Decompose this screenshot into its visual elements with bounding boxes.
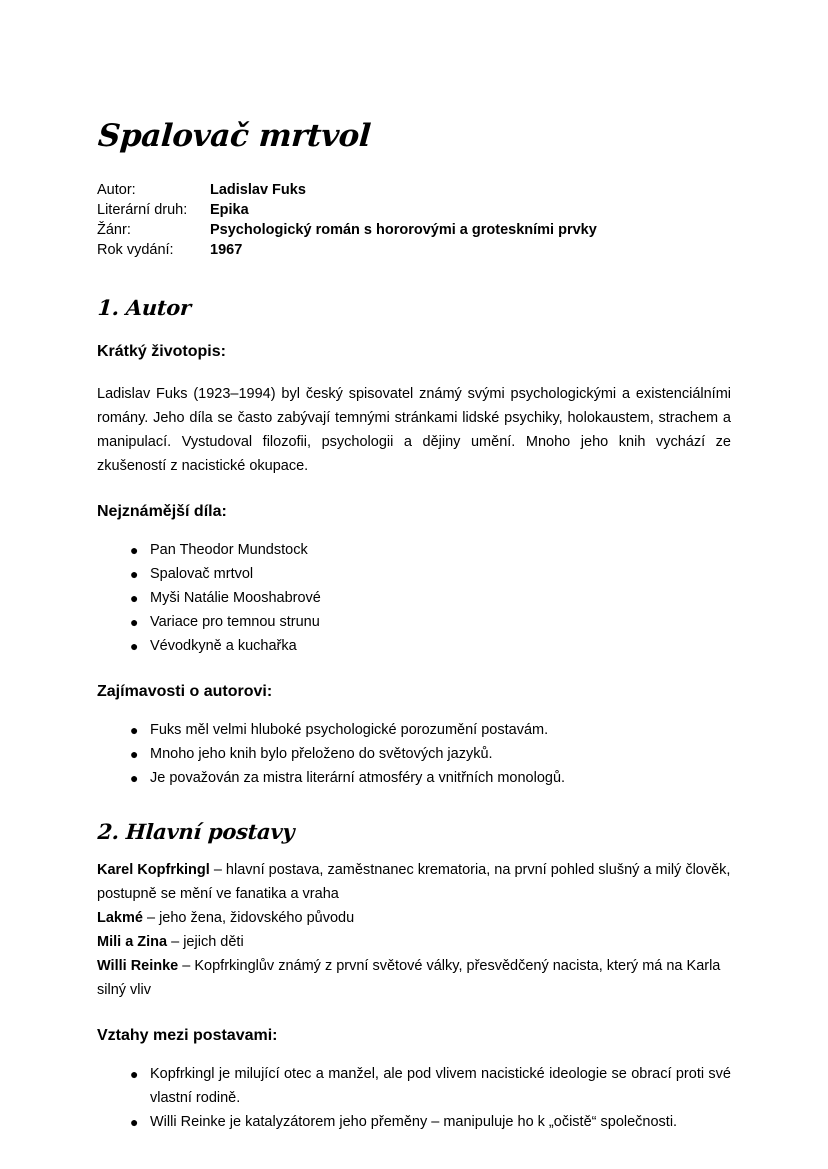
- character-entry: [97, 858, 731, 906]
- list-item-label: Kopfrkingl je milující otec a manžel, ale pod vlivem nacistické ideologie se obrací proti své vlastní rodině.: [150, 1066, 731, 1106]
- list-item: [97, 562, 731, 586]
- characters-list: [97, 842, 731, 1002]
- works-list: [97, 522, 731, 658]
- subheading-works: Nejznámější díla:: [97, 503, 227, 520]
- list-item: [97, 1062, 731, 1110]
- trivia-list: [97, 702, 731, 790]
- metadata-row-year: [97, 240, 731, 260]
- list-item-label: Fuks měl velmi hluboké psychologické porozumění postavám.: [150, 722, 549, 738]
- metadata-label: Autor:: [97, 182, 136, 198]
- metadata-label: Žánr:: [97, 222, 131, 238]
- list-item-label: Je považován za mistra literární atmosféry a vnitřních monologů.: [150, 770, 566, 786]
- list-item: [97, 610, 731, 634]
- character-description: – jeho žena, židovského původu: [142, 910, 355, 926]
- relations-list: [97, 1046, 731, 1134]
- biography-paragraph: Ladislav Fuks (1923–1994) byl český spisovatel známý svými psychologickými a existenciálními romány. Jeho díla se často zabývají temnými stránkami lidské psychiky, holokaustem, strachem a manipulací. Vystudoval filozofii, psychologii a dějiny umění. Mnoho jeho knih vychází ze zkušeností z nacistické okupace.: [97, 386, 731, 474]
- metadata-value: Ladislav Fuks: [210, 182, 306, 198]
- list-item-label: Variace pro temnou strunu: [150, 614, 320, 630]
- bullet-icon: ●: [130, 722, 139, 738]
- list-item: [97, 766, 731, 790]
- book-metadata-table: [97, 180, 731, 260]
- character-name: Lakmé: [97, 910, 143, 926]
- metadata-row-author: [97, 180, 731, 200]
- list-item: [97, 718, 731, 742]
- list-item: [97, 634, 731, 658]
- bullet-icon: ●: [130, 542, 139, 558]
- bullet-icon: ●: [130, 566, 139, 582]
- character-description: – jejich děti: [167, 934, 244, 950]
- character-entry: [97, 954, 731, 1002]
- bullet-icon: ●: [130, 1066, 139, 1082]
- metadata-label: Literární druh:: [97, 202, 188, 218]
- metadata-row-literary-type: [97, 200, 731, 220]
- metadata-value: 1967: [210, 242, 243, 258]
- metadata-label: Rok vydání:: [97, 242, 174, 258]
- list-item-label: Spalovač mrtvol: [150, 566, 254, 582]
- section-heading-autor: 1. Autor: [96, 295, 192, 320]
- bullet-icon: ●: [130, 746, 139, 762]
- metadata-value: Psychologický román s hororovými a groteskními prvky: [210, 222, 597, 238]
- character-description: – Kopfrkinglův známý z první světové války, přesvědčený nacista, který má na Karla silný vliv: [97, 958, 721, 998]
- subheading-trivia: Zajímavosti o autorovi:: [97, 683, 273, 700]
- metadata-row-genre: [97, 220, 731, 240]
- character-name: Mili a Zina: [97, 934, 168, 950]
- document-content: [97, 0, 731, 1134]
- character-name: Willi Reinke: [97, 958, 179, 974]
- character-entry: [97, 930, 731, 954]
- list-item: [97, 742, 731, 766]
- list-item: [97, 1110, 731, 1134]
- bullet-icon: ●: [130, 638, 139, 654]
- subheading-biography: Krátký životopis:: [97, 343, 226, 360]
- bullet-icon: ●: [130, 590, 139, 606]
- list-item-label: Myši Natálie Mooshabrové: [150, 590, 321, 606]
- bullet-icon: ●: [130, 1114, 139, 1130]
- character-description: – hlavní postava, zaměstnanec krematoria, na první pohled slušný a milý člověk, postupně se mění ve fanatika a vraha: [97, 862, 731, 902]
- list-item-label: Vévodkyně a kuchařka: [150, 638, 297, 654]
- list-item: [97, 586, 731, 610]
- bullet-icon: ●: [130, 770, 139, 786]
- subheading-relations: Vztahy mezi postavami:: [97, 1027, 278, 1044]
- page-title: Spalovač mrtvol: [96, 118, 372, 154]
- character-name: Karel Kopfrkingl: [97, 862, 210, 878]
- character-entry: [97, 906, 731, 930]
- metadata-value: Epika: [210, 202, 249, 218]
- section-heading-hlavni-postavy: 2. Hlavní postavy: [96, 819, 296, 844]
- list-item-label: Mnoho jeho knih bylo přeloženo do světových jazyků.: [150, 746, 493, 762]
- list-item-label: Willi Reinke je katalyzátorem jeho přeměny – manipuluje ho k „očistě“ společnosti.: [150, 1114, 678, 1130]
- list-item-label: Pan Theodor Mundstock: [150, 542, 308, 558]
- bullet-icon: ●: [130, 614, 139, 630]
- list-item: [97, 538, 731, 562]
